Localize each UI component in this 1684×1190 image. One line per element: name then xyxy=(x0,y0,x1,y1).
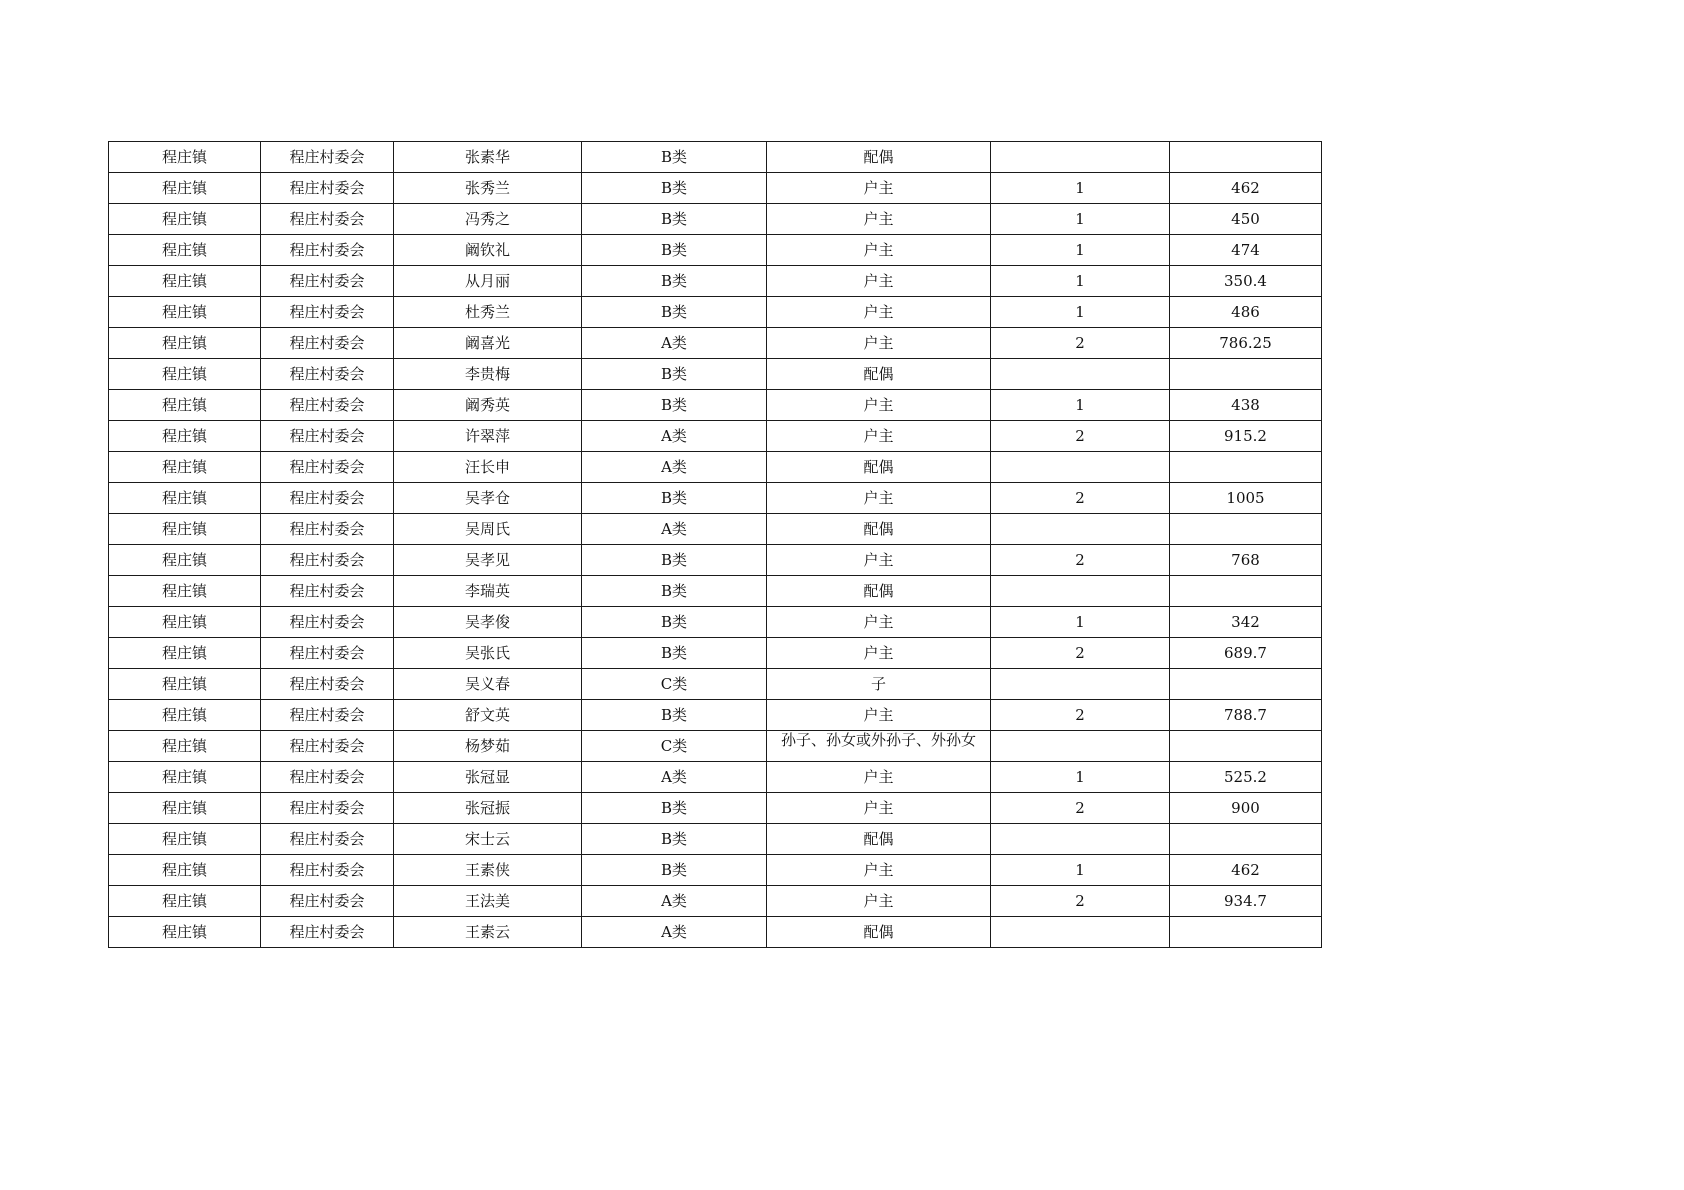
village-committee-cell: 程庄村委会 xyxy=(261,266,394,297)
town-cell: 程庄镇 xyxy=(109,204,261,235)
table-row xyxy=(109,607,1322,638)
table-row xyxy=(109,731,1322,762)
relation-cell: 户主 xyxy=(767,266,991,297)
town-cell: 程庄镇 xyxy=(109,824,261,855)
household-size-cell: 1 xyxy=(991,235,1170,266)
town-cell: 程庄镇 xyxy=(109,297,261,328)
name-cell: 宋士云 xyxy=(394,824,582,855)
village-committee-cell: 程庄村委会 xyxy=(261,762,394,793)
amount-cell xyxy=(1170,824,1322,855)
name-cell: 吴周氏 xyxy=(394,514,582,545)
village-committee-cell: 程庄村委会 xyxy=(261,421,394,452)
village-committee-cell: 程庄村委会 xyxy=(261,204,394,235)
name-cell: 吴义春 xyxy=(394,669,582,700)
category-cell: B类 xyxy=(582,824,767,855)
town-cell: 程庄镇 xyxy=(109,576,261,607)
town-cell: 程庄镇 xyxy=(109,483,261,514)
amount-cell: 900 xyxy=(1170,793,1322,824)
amount-cell: 689.7 xyxy=(1170,638,1322,669)
table-row xyxy=(109,328,1322,359)
name-cell: 张素华 xyxy=(394,142,582,173)
amount-cell: 474 xyxy=(1170,235,1322,266)
household-size-cell: 1 xyxy=(991,173,1170,204)
village-committee-cell: 程庄村委会 xyxy=(261,886,394,917)
village-committee-cell: 程庄村委会 xyxy=(261,173,394,204)
name-cell: 张秀兰 xyxy=(394,173,582,204)
table-row xyxy=(109,297,1322,328)
household-size-cell: 2 xyxy=(991,886,1170,917)
town-cell: 程庄镇 xyxy=(109,328,261,359)
table-body xyxy=(109,142,1322,948)
amount-cell xyxy=(1170,359,1322,390)
relation-cell: 子 xyxy=(767,669,991,700)
amount-cell xyxy=(1170,514,1322,545)
household-size-cell: 1 xyxy=(991,204,1170,235)
table-row xyxy=(109,359,1322,390)
name-cell: 冯秀之 xyxy=(394,204,582,235)
amount-cell: 915.2 xyxy=(1170,421,1322,452)
relation-cell: 配偶 xyxy=(767,576,991,607)
village-committee-cell: 程庄村委会 xyxy=(261,824,394,855)
name-cell: 从月丽 xyxy=(394,266,582,297)
category-cell: B类 xyxy=(582,390,767,421)
town-cell: 程庄镇 xyxy=(109,173,261,204)
town-cell: 程庄镇 xyxy=(109,762,261,793)
relation-cell: 配偶 xyxy=(767,452,991,483)
village-committee-cell: 程庄村委会 xyxy=(261,669,394,700)
category-cell: A类 xyxy=(582,328,767,359)
village-committee-cell: 程庄村委会 xyxy=(261,731,394,762)
town-cell: 程庄镇 xyxy=(109,855,261,886)
relation-cell: 户主 xyxy=(767,886,991,917)
household-size-cell: 2 xyxy=(991,421,1170,452)
amount-cell xyxy=(1170,576,1322,607)
category-cell: B类 xyxy=(582,483,767,514)
relation-cell: 户主 xyxy=(767,638,991,669)
name-cell: 张冠显 xyxy=(394,762,582,793)
name-cell: 阚秀英 xyxy=(394,390,582,421)
category-cell: A类 xyxy=(582,917,767,948)
name-cell: 吴孝见 xyxy=(394,545,582,576)
amount-cell: 438 xyxy=(1170,390,1322,421)
category-cell: B类 xyxy=(582,235,767,266)
town-cell: 程庄镇 xyxy=(109,452,261,483)
name-cell: 吴孝仓 xyxy=(394,483,582,514)
amount-cell xyxy=(1170,142,1322,173)
table-row xyxy=(109,390,1322,421)
table-row xyxy=(109,452,1322,483)
relation-cell: 孙子、孙女或外孙子、外孙女 xyxy=(767,731,991,762)
table-row xyxy=(109,173,1322,204)
table-row xyxy=(109,235,1322,266)
relation-cell: 户主 xyxy=(767,855,991,886)
amount-cell: 462 xyxy=(1170,173,1322,204)
table-row xyxy=(109,266,1322,297)
village-committee-cell: 程庄村委会 xyxy=(261,328,394,359)
category-cell: B类 xyxy=(582,855,767,886)
table-row xyxy=(109,514,1322,545)
amount-cell xyxy=(1170,917,1322,948)
name-cell: 张冠振 xyxy=(394,793,582,824)
relation-cell: 配偶 xyxy=(767,142,991,173)
household-size-cell xyxy=(991,576,1170,607)
amount-cell: 788.7 xyxy=(1170,700,1322,731)
town-cell: 程庄镇 xyxy=(109,421,261,452)
category-cell: A类 xyxy=(582,762,767,793)
category-cell: B类 xyxy=(582,545,767,576)
town-cell: 程庄镇 xyxy=(109,607,261,638)
amount-cell: 934.7 xyxy=(1170,886,1322,917)
town-cell: 程庄镇 xyxy=(109,390,261,421)
amount-cell xyxy=(1170,669,1322,700)
amount-cell: 450 xyxy=(1170,204,1322,235)
household-size-cell: 1 xyxy=(991,266,1170,297)
table-row xyxy=(109,576,1322,607)
table-row xyxy=(109,762,1322,793)
category-cell: C类 xyxy=(582,731,767,762)
amount-cell: 486 xyxy=(1170,297,1322,328)
name-cell: 阚钦礼 xyxy=(394,235,582,266)
table-row xyxy=(109,793,1322,824)
town-cell: 程庄镇 xyxy=(109,235,261,266)
category-cell: A类 xyxy=(582,452,767,483)
table-row xyxy=(109,917,1322,948)
village-committee-cell: 程庄村委会 xyxy=(261,390,394,421)
relation-cell: 配偶 xyxy=(767,917,991,948)
category-cell: B类 xyxy=(582,266,767,297)
household-size-cell: 1 xyxy=(991,390,1170,421)
town-cell: 程庄镇 xyxy=(109,359,261,390)
table-row xyxy=(109,700,1322,731)
relation-cell: 户主 xyxy=(767,173,991,204)
name-cell: 汪长申 xyxy=(394,452,582,483)
category-cell: A类 xyxy=(582,886,767,917)
table-row xyxy=(109,669,1322,700)
amount-cell: 1005 xyxy=(1170,483,1322,514)
household-size-cell: 2 xyxy=(991,638,1170,669)
name-cell: 王法美 xyxy=(394,886,582,917)
relation-cell: 配偶 xyxy=(767,359,991,390)
town-cell: 程庄镇 xyxy=(109,266,261,297)
table-row xyxy=(109,638,1322,669)
table-row xyxy=(109,142,1322,173)
category-cell: B类 xyxy=(582,700,767,731)
amount-cell: 342 xyxy=(1170,607,1322,638)
town-cell: 程庄镇 xyxy=(109,917,261,948)
table-row xyxy=(109,855,1322,886)
category-cell: B类 xyxy=(582,204,767,235)
town-cell: 程庄镇 xyxy=(109,142,261,173)
relation-cell: 户主 xyxy=(767,204,991,235)
relation-cell: 户主 xyxy=(767,328,991,359)
town-cell: 程庄镇 xyxy=(109,700,261,731)
household-size-cell: 2 xyxy=(991,700,1170,731)
name-cell: 李贵梅 xyxy=(394,359,582,390)
table-row xyxy=(109,204,1322,235)
table-row xyxy=(109,886,1322,917)
village-committee-cell: 程庄村委会 xyxy=(261,545,394,576)
category-cell: B类 xyxy=(582,638,767,669)
household-size-cell: 2 xyxy=(991,793,1170,824)
name-cell: 王素侠 xyxy=(394,855,582,886)
table-row xyxy=(109,824,1322,855)
village-committee-cell: 程庄村委会 xyxy=(261,514,394,545)
relation-cell: 户主 xyxy=(767,607,991,638)
relation-cell: 户主 xyxy=(767,762,991,793)
data-table xyxy=(108,141,1322,948)
relation-cell: 配偶 xyxy=(767,514,991,545)
household-size-cell: 2 xyxy=(991,545,1170,576)
name-cell: 阚喜光 xyxy=(394,328,582,359)
amount-cell: 786.25 xyxy=(1170,328,1322,359)
relation-cell: 户主 xyxy=(767,700,991,731)
relation-cell: 户主 xyxy=(767,235,991,266)
town-cell: 程庄镇 xyxy=(109,514,261,545)
village-committee-cell: 程庄村委会 xyxy=(261,483,394,514)
village-committee-cell: 程庄村委会 xyxy=(261,142,394,173)
town-cell: 程庄镇 xyxy=(109,545,261,576)
relation-cell: 配偶 xyxy=(767,824,991,855)
village-committee-cell: 程庄村委会 xyxy=(261,793,394,824)
category-cell: B类 xyxy=(582,793,767,824)
category-cell: B类 xyxy=(582,607,767,638)
name-cell: 王素云 xyxy=(394,917,582,948)
amount-cell: 525.2 xyxy=(1170,762,1322,793)
relation-cell: 户主 xyxy=(767,421,991,452)
table-row xyxy=(109,483,1322,514)
category-cell: C类 xyxy=(582,669,767,700)
village-committee-cell: 程庄村委会 xyxy=(261,297,394,328)
category-cell: A类 xyxy=(582,421,767,452)
table-row xyxy=(109,421,1322,452)
town-cell: 程庄镇 xyxy=(109,669,261,700)
village-committee-cell: 程庄村委会 xyxy=(261,855,394,886)
household-size-cell xyxy=(991,142,1170,173)
town-cell: 程庄镇 xyxy=(109,886,261,917)
village-committee-cell: 程庄村委会 xyxy=(261,917,394,948)
household-size-cell: 1 xyxy=(991,762,1170,793)
household-size-cell: 2 xyxy=(991,483,1170,514)
household-size-cell xyxy=(991,514,1170,545)
category-cell: A类 xyxy=(582,514,767,545)
name-cell: 吴张氏 xyxy=(394,638,582,669)
name-cell: 许翠萍 xyxy=(394,421,582,452)
name-cell: 杜秀兰 xyxy=(394,297,582,328)
village-committee-cell: 程庄村委会 xyxy=(261,638,394,669)
household-size-cell: 1 xyxy=(991,855,1170,886)
household-size-cell xyxy=(991,359,1170,390)
name-cell: 李瑞英 xyxy=(394,576,582,607)
relation-cell: 户主 xyxy=(767,390,991,421)
amount-cell xyxy=(1170,452,1322,483)
relation-cell: 户主 xyxy=(767,545,991,576)
relation-cell: 户主 xyxy=(767,297,991,328)
household-size-cell xyxy=(991,917,1170,948)
household-size-cell xyxy=(991,824,1170,855)
amount-cell: 768 xyxy=(1170,545,1322,576)
town-cell: 程庄镇 xyxy=(109,793,261,824)
household-size-cell xyxy=(991,731,1170,762)
household-size-cell xyxy=(991,452,1170,483)
village-committee-cell: 程庄村委会 xyxy=(261,700,394,731)
town-cell: 程庄镇 xyxy=(109,731,261,762)
category-cell: B类 xyxy=(582,297,767,328)
name-cell: 杨梦茹 xyxy=(394,731,582,762)
village-committee-cell: 程庄村委会 xyxy=(261,576,394,607)
amount-cell: 462 xyxy=(1170,855,1322,886)
household-size-cell xyxy=(991,669,1170,700)
category-cell: B类 xyxy=(582,142,767,173)
amount-cell: 350.4 xyxy=(1170,266,1322,297)
category-cell: B类 xyxy=(582,173,767,204)
village-committee-cell: 程庄村委会 xyxy=(261,452,394,483)
household-size-cell: 1 xyxy=(991,607,1170,638)
amount-cell xyxy=(1170,731,1322,762)
relation-cell: 户主 xyxy=(767,793,991,824)
relation-cell: 户主 xyxy=(767,483,991,514)
village-committee-cell: 程庄村委会 xyxy=(261,607,394,638)
village-committee-cell: 程庄村委会 xyxy=(261,359,394,390)
town-cell: 程庄镇 xyxy=(109,638,261,669)
household-size-cell: 1 xyxy=(991,297,1170,328)
household-size-cell: 2 xyxy=(991,328,1170,359)
category-cell: B类 xyxy=(582,359,767,390)
category-cell: B类 xyxy=(582,576,767,607)
name-cell: 舒文英 xyxy=(394,700,582,731)
name-cell: 吴孝俊 xyxy=(394,607,582,638)
table-row xyxy=(109,545,1322,576)
village-committee-cell: 程庄村委会 xyxy=(261,235,394,266)
